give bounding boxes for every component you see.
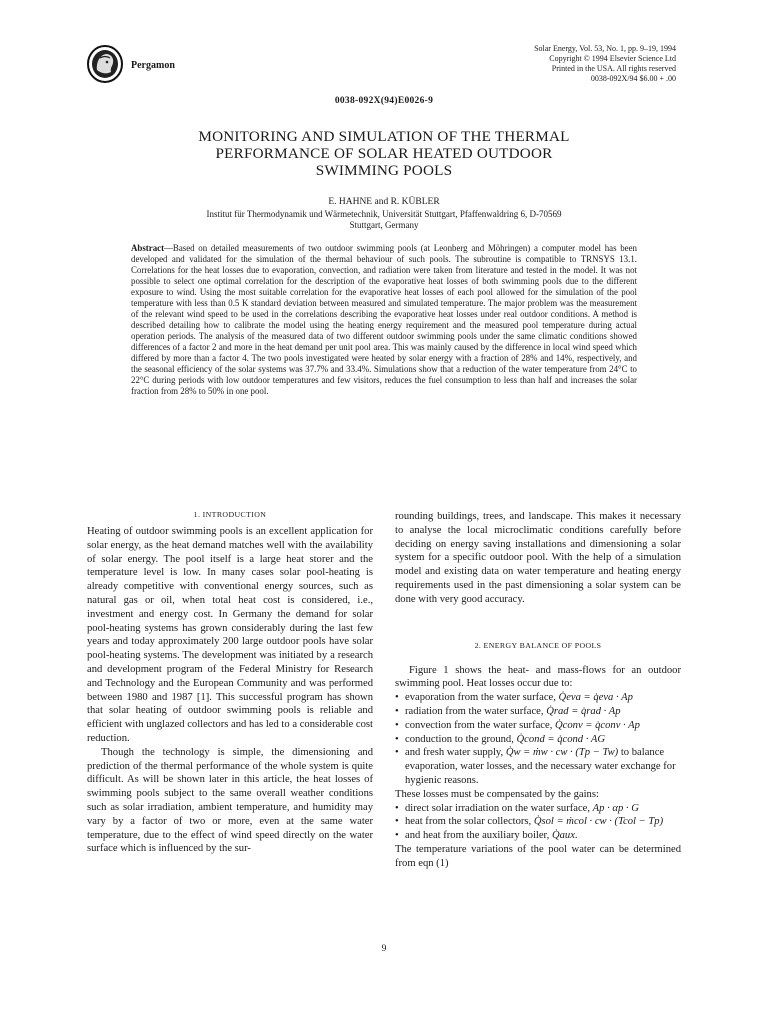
page-number: 9 (381, 944, 387, 954)
article-code: 0038-092X(94)E0026-9 (334, 96, 434, 106)
price-code: 0038-092X/94 $6.00 + .00 (590, 74, 676, 83)
printed-line: Printed in the USA. All rights reserved (551, 64, 676, 73)
formula: Q̇cond = q̇cond · AG (516, 733, 605, 745)
list-item: • radiation from the water surface, Q̇rad = q̇rad · Ap (395, 705, 681, 719)
abstract-label: Abstract (131, 243, 165, 253)
intro-paragraph-continued: rounding buildings, trees, and landscape. This makes it necessary to analyse the local microclimatic conditions carefully before deciding on energy saving installations and dimensioning a solar system for a specific outdoor pool. With the help of a simulation model and existing data on water temperature and heating energy requirements used in the past dimensioning a solar system can be done with very good accuracy. (395, 511, 681, 605)
journal-citation: Solar Energy, Vol. 53, No. 1, pp. 9–19, 1994 (534, 44, 676, 53)
title-line: PERFORMANCE OF SOLAR HEATED OUTDOOR (215, 145, 553, 162)
authors: E. HAHNE and R. KÜBLER (328, 197, 440, 207)
energy-balance-intro: Figure 1 shows the heat- and mass-flows for an outdoor swimming pool. Heat losses occur due to: (395, 664, 681, 690)
pergamon-logo (86, 44, 124, 84)
list-item: • evaporation from the water surface, Q̇eva = q̇eva · Ap (395, 691, 681, 705)
left-column (87, 510, 373, 856)
list-item: • and heat from the auxiliary boiler, Q̇aux. (395, 829, 681, 843)
title-line: SWIMMING POOLS (315, 162, 453, 179)
journal-info (534, 44, 676, 84)
title-line: MONITORING AND SIMULATION OF THE THERMAL (198, 128, 570, 145)
formula: Q̇eva = q̇eva · Ap (558, 692, 633, 704)
list-item: • heat from the solar collectors, Q̇sol = ṁcol · cw · (Tcol − Tp) (395, 815, 681, 829)
intro-paragraph-2: Though the technology is simple, the dimensioning and prediction of the thermal performance of the whole system is quite difficult. As will be shown later in this article, the heat losses of swimming pools subject to the same overall weather conditions such as solar irradiation, ambient temperature, and humidity may vary by a factor of two or more, even at the same water temperature, due to the effect of wind speed directly on the water surface which is influenced by the sur- (87, 746, 373, 855)
affiliation-line: Stuttgart, Germany (349, 220, 419, 230)
copyright-line: Copyright © 1994 Elsevier Science Ltd (549, 54, 676, 63)
abstract (131, 243, 637, 397)
list-item: • convection from the water surface, Q̇conv = q̇conv · Ap (395, 719, 681, 733)
formula: Ap · αp · G (592, 802, 639, 814)
section-heading-introduction: 1. INTRODUCTION (193, 510, 267, 519)
list-item: • conduction to the ground, Q̇cond = q̇cond · AG (395, 733, 681, 747)
formula: Q̇w = ṁw · cw · (Tp − Tw) (505, 747, 619, 759)
affiliation-line: Institut für Thermodynamik und Wärmetechnik, Universität Stuttgart, Pfaffenwaldring 6, D-70569 (206, 209, 562, 219)
paper-title (100, 128, 668, 179)
formula: Q̇sol = ṁcol · cw · (Tcol − Tp) (533, 816, 664, 828)
gains-intro: These losses must be compensated by the gains: (395, 788, 599, 800)
abstract-text: —Based on detailed measurements of two outdoor swimming pools (at Leonberg and Möhringen) a computer model has been developed and validated for the simulation of the thermal behaviour of such pools. The subroutine is compatible to TRNSYS 13.1. Correlations for the heat losses due to evaporation, convection, and radiation were taken from literature and tested in the model. It was not possible to select one optimal correlation for the description of the evaporative heat losses of both swimming pools due to the different exposure to wind. Using the most suitable correlation for the evaporative heat losses of each pool allowed for the simulation of the pool temperature with less than 0.5 K standard deviation between measured and simulated temperature. The major problem was the measurement of the relevant wind speed to be used in the correlations describing the evaporative heat losses under real outdoor conditions. A method is described detailing how to calibrate the model using the heating energy requirement and the measured pool temperature during actual operation periods. The analysis of the measured data of two different outdoor swimming pools under the same climatic conditions showed differences of a factor 2 and more in the heat demand per unit pool area. This was mainly caused by the difference in local wind speed which differed by more than a factor 4. The two pools investigated were heated by solar energy with a fraction of 28% and 14%, respectively, and the seasonal efficiency of the solar systems was 37.7% and 33.4%. Simulations show that a reduction of the water temperature from 24°C to 22°C during periods with low outdoor temperatures and few visitors, reduces the fuel consumption to less than half and increases the solar fraction from 28% to 50% in one pool. (131, 243, 637, 396)
section-heading-energy-balance: 2. ENERGY BALANCE OF POOLS (474, 640, 602, 650)
formula: Q̇rad = q̇rad · Ap (546, 705, 621, 717)
formula: Q̇conv = q̇conv · Ap (555, 719, 640, 731)
heat-loss-list (395, 691, 681, 788)
publisher-name: Pergamon (131, 60, 175, 71)
affiliation (100, 209, 668, 231)
list-item: • and fresh water supply, Q̇w = ṁw · cw · (Tp − Tw) to balance evaporation, water losses, and the necessary water exchange for hygienic reasons. (395, 746, 681, 787)
eqn-intro: The temperature variations of the pool water can be determined from eqn (1) (395, 843, 681, 869)
right-column (395, 510, 681, 871)
list-item: • direct solar irradiation on the water surface, Ap · αp · G (395, 802, 681, 816)
heat-gain-list (395, 802, 681, 843)
formula: Q̇aux (551, 830, 575, 842)
intro-paragraph-1: Heating of outdoor swimming pools is an excellent application for solar energy, as the heat demand matches well with the availability of solar energy. The pool itself is a large heat storer and the temperature level is low. In many cases solar pool-heating is already competitive with conventional energy sources, such as natural gas or oil, when total heat cost is considered, i.e., investment and energy cost. In Germany the demand for solar pool-heating systems has grown considerably during the last few years and today approximately 200 large outdoor pools have solar pool-heating systems. The development was initiated by a research and development program of the Federal Ministry for Research and Technology and the European Community and was performed between 1980 and 1987 [1]. This successful program has shown that solar heating of outdoor swimming pools is reliable and efficient with unglazed collectors and has led to a considerable cost reduction. (87, 526, 373, 744)
